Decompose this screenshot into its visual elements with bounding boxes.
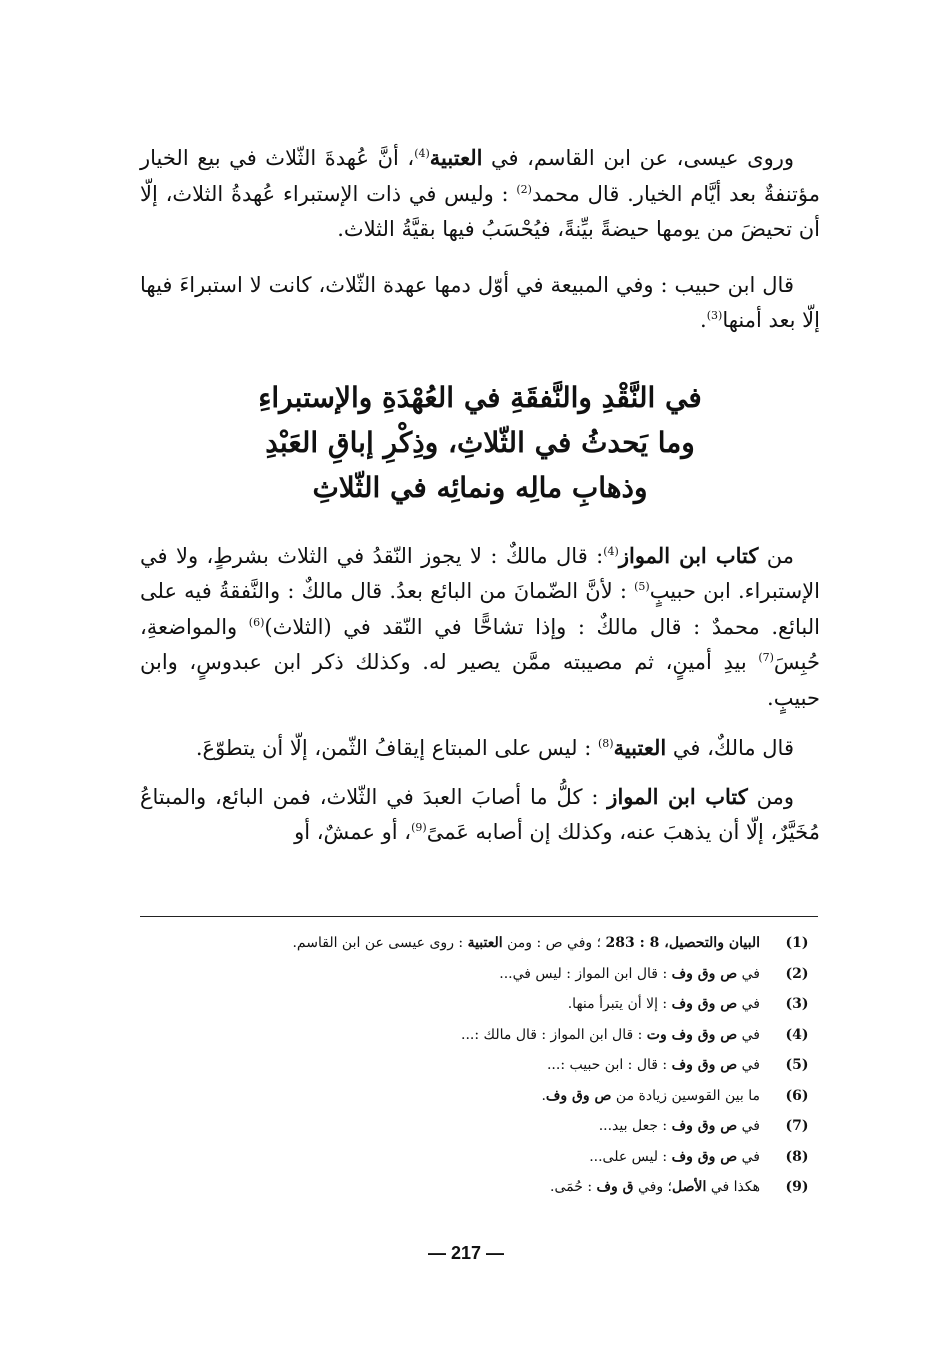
footnote-number: (1)	[785, 935, 809, 951]
paragraph	[140, 779, 820, 851]
footnote-divider	[140, 916, 818, 917]
bold-reference: ص وق وف وت	[646, 1026, 738, 1043]
footnote-text	[140, 1081, 774, 1112]
text-run: : جعل بيد...	[598, 1118, 672, 1134]
bold-reference: كتاب ابن المواز	[607, 783, 748, 809]
text-run: في	[737, 996, 760, 1012]
paragraph	[140, 268, 820, 339]
bold-reference: الأصل	[672, 1179, 707, 1195]
footnote	[140, 1142, 820, 1173]
paragraph	[140, 140, 820, 248]
heading-line: وذهابِ مالِه ونمائِه في الثّلاثِ	[312, 470, 648, 504]
bold-reference: كتاب ابن المواز	[618, 542, 759, 568]
text-run: : ليس على...	[589, 1148, 672, 1165]
footnote	[140, 1050, 820, 1081]
text-run: قال ابن حبيب : وفي المبيعة في أوّل دمها عهدة الثّلاث، كانت لا استبراءَ فيها إلّا بعد أمنها	[140, 272, 820, 332]
text-run: والمواضعةِ، حُبِسَ	[140, 614, 820, 674]
bold-reference: ق وف	[596, 1179, 634, 1195]
footnote-number: (9)	[785, 1179, 809, 1195]
footnote-number: (8)	[785, 1148, 809, 1165]
text-run: ، أو عمشٌ، أو	[294, 820, 412, 844]
text-run: من	[758, 543, 794, 568]
footnote-marker[interactable]: (4)	[603, 544, 619, 558]
bold-reference: العتبية	[613, 735, 667, 760]
bold-reference: ص وق وف	[671, 996, 738, 1012]
paragraph	[140, 730, 820, 767]
footnote-text	[140, 1050, 774, 1081]
footnote-text	[140, 1020, 774, 1051]
footnote-marker[interactable]: (9)	[411, 821, 427, 834]
text-run: : قال ابن المواز : قال مالك :...	[461, 1026, 647, 1043]
text-run: في	[737, 1148, 760, 1165]
footnote-text	[140, 1111, 774, 1142]
text-run: ومن	[747, 784, 794, 809]
text-run: : وليس في ذات الإستبراء عُهدةُ الثلاث، إلّا أن تحيضَ من يومها حيضةً بيِّنةً، فيُحْسَبُ فيها بقيَّةُ الثلاث.	[140, 181, 820, 241]
footnote-text	[140, 1172, 774, 1203]
footnote-marker[interactable]: (3)	[706, 309, 723, 322]
text-run: وروى عيسى، عن ابن القاسم، في	[482, 146, 794, 170]
bold-reference: ص وق وف	[671, 1148, 738, 1165]
footnote	[140, 989, 820, 1020]
footnote	[140, 1020, 820, 1051]
footnote	[140, 959, 820, 990]
section-heading	[140, 375, 820, 510]
footnote-text	[140, 989, 774, 1020]
footnote	[140, 1111, 820, 1142]
text-run: : لأنَّ الضّمانَ من البائع بعدُ. قال مالكٌ : والنَّفقةُ فيه على البائع. محمدٌ : قال مالكٌ : وإذا تشاحًّا في النّقد في (الثلاث)	[140, 579, 820, 639]
paragraph	[140, 538, 820, 717]
text-run: : إلا أن يتبرأ منها.	[567, 996, 672, 1012]
text-run: في	[737, 1026, 760, 1043]
footnote-marker[interactable]: (4)	[414, 147, 430, 160]
footnote-number: (5)	[785, 1057, 809, 1073]
footnote-text	[140, 959, 774, 990]
footnote-number: (4)	[785, 1026, 809, 1043]
footnote-marker[interactable]: (2)	[516, 182, 532, 196]
bold-reference: العتبية	[467, 935, 503, 951]
footnote-text	[140, 1142, 774, 1173]
text-run: ، أنَّ عُهدةَ الثّلاث في بيع الخيار مؤتنفةٌ بعد أيَّام الخيار. قال محمد	[140, 146, 820, 206]
heading-line: وما يَحدثُ في الثّلاثِ، وذِكْرِ إباقِ العَبْدِ	[265, 425, 695, 459]
bold-reference: البيان والتحصيل، 8 : 283	[605, 935, 760, 951]
footnote	[140, 1081, 820, 1112]
footnote-number: (3)	[785, 996, 809, 1012]
bold-reference: ص وق وف	[671, 965, 738, 982]
text-run: .	[700, 308, 707, 332]
text-run: : حُمَى.	[550, 1179, 597, 1195]
bold-reference: ص وق وف	[545, 1087, 612, 1104]
footnote-marker[interactable]: (5)	[634, 580, 650, 593]
text-run: هكذا في	[706, 1179, 760, 1195]
bold-reference: ص وق وف	[671, 1118, 738, 1134]
footnote-marker[interactable]: (6)	[248, 615, 265, 629]
text-run: في	[737, 1057, 760, 1073]
text-run: قال مالكٌ، في	[666, 736, 794, 760]
bold-reference: العتبية	[429, 145, 483, 170]
text-run: : كلُّ ما أصابَ العبدَ في الثّلاث، فمن البائع، والمبتاعُ مُخَيَّرٌ، إلّا أن يذهبَ عنه، وكذلك إن أصابه عَمىً	[140, 784, 820, 844]
page-body	[140, 140, 820, 851]
text-run: .	[541, 1087, 546, 1104]
footnotes	[140, 928, 820, 1203]
footnote	[140, 928, 820, 959]
text-run: : قال : ابن حبيب :...	[546, 1057, 672, 1073]
bold-reference: ص وق وف	[671, 1057, 738, 1073]
text-run: : قال ابن المواز : ليس في...	[499, 965, 672, 982]
footnote-marker[interactable]: (7)	[758, 651, 774, 664]
text-run: : روى عيسى عن ابن القاسم.	[292, 935, 468, 951]
footnote-number: (6)	[785, 1087, 809, 1104]
heading-line: في النَّقْدِ والنَّفقَةِ في العُهْدَةِ والإستبراءِ	[258, 380, 702, 414]
text-run: بيدِ أمينٍ، ثم مصيبته ممَّن يصير له. وكذلك ذكر ابن عبدوسٍ، وابن حبيبٍ.	[140, 650, 820, 710]
text-run: في	[737, 965, 760, 982]
footnote-text	[140, 928, 774, 959]
footnote-number: (2)	[785, 965, 809, 982]
text-run: : قال مالكٌ : لا يجوز النّقدُ في الثلاث بشرطٍ، ولا في الإستبراء. ابن حبيبٍ	[140, 543, 821, 603]
text-run: ؛ وفي	[633, 1179, 672, 1195]
text-run: ؛ وفي ص : ومن	[502, 935, 606, 951]
text-run: في	[737, 1118, 760, 1134]
text-run: ما بين القوسين زيادة من	[611, 1087, 760, 1104]
footnote-number: (7)	[785, 1118, 809, 1134]
footnote-marker[interactable]: (8)	[597, 737, 614, 750]
footnote	[140, 1172, 820, 1203]
text-run: : ليس على المبتاع إيقافُ الثّمن، إلّا أن يتطوّعَ.	[195, 736, 598, 760]
page-number: — 217 —	[427, 1243, 505, 1263]
